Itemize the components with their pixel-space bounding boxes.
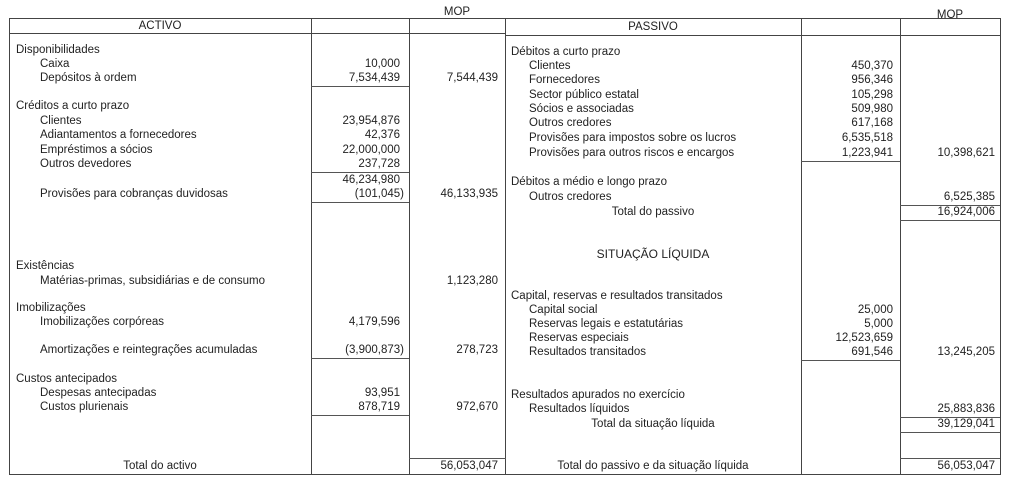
reservas-legais-label: Reservas legais e estatutárias xyxy=(529,318,684,330)
debitos-medio-label: Débitos a médio e longo prazo xyxy=(511,176,667,188)
resultados-transitados-label: Resultados transitados xyxy=(529,346,646,358)
total-situacao-label: Total da situação líquida xyxy=(591,418,715,430)
existencias-total: 1,123,280 xyxy=(446,275,498,287)
mop-right-header: MOP xyxy=(936,9,964,21)
adiantamentos-value: 42,376 xyxy=(364,129,400,141)
despesas-label: Despesas antecipadas xyxy=(40,387,157,399)
emprestimos-label: Empréstimos a sócios xyxy=(40,144,153,156)
header-underline-right xyxy=(505,35,1001,36)
situacao-header: SITUAÇÃO LÍQUIDA xyxy=(596,247,710,261)
prov-riscos-value: 1,223,941 xyxy=(841,147,893,159)
adiantamentos-label: Adiantamentos a fornecedores xyxy=(40,129,197,141)
total-passivo-value: 16,924,006 xyxy=(937,206,995,218)
plurienais-underline xyxy=(311,415,409,416)
clientes-value: 23,954,876 xyxy=(342,115,400,127)
outros-devedores-label: Outros devedores xyxy=(40,158,132,170)
capital-label: Capital, reservas e resultados transitados xyxy=(511,290,723,302)
materias-label: Matérias-primas, subsidiárias e de consumo xyxy=(40,275,265,287)
total-activo-label: Total do activo xyxy=(123,460,197,472)
existencias-label: Existências xyxy=(16,260,75,272)
outros-credores-mlp-label: Outros credores xyxy=(529,191,612,203)
plurienais-label: Custos plurienais xyxy=(40,401,129,413)
resultados-apurados-label: Resultados apurados no exercício xyxy=(511,389,685,401)
reservas-especiais-value: 12,523,659 xyxy=(835,332,893,344)
debitos-curto-total: 10,398,621 xyxy=(937,147,995,159)
disponibilidades-label: Disponibilidades xyxy=(16,44,100,56)
creditos-subtotal-value: 46,234,980 xyxy=(342,174,400,186)
left-border xyxy=(9,18,10,475)
total-situacao-value: 39,129,041 xyxy=(937,418,995,430)
grand-total-value: 56,053,047 xyxy=(937,460,995,472)
depositos-value: 7,534,439 xyxy=(348,72,400,84)
amortizacoes-underline xyxy=(311,358,409,359)
resultados-liquidos-label: Resultados líquidos xyxy=(529,403,630,415)
plurienais-value: 878,719 xyxy=(358,401,400,413)
custos-antecipados-label: Custos antecipados xyxy=(16,373,118,385)
mop-left-header: MOP xyxy=(443,6,471,18)
prov-riscos-label: Provisões para outros riscos e encargos xyxy=(529,147,735,159)
total-situacao-underline xyxy=(900,432,1000,433)
fornecedores-value: 956,346 xyxy=(851,74,893,86)
prov-riscos-underline xyxy=(801,161,900,162)
transitados-underline xyxy=(801,360,900,361)
imobilizacoes-total: 278,723 xyxy=(456,344,498,356)
resultados-total: 25,883,836 xyxy=(937,403,995,415)
imob-corporeas-label: Imobilizações corpóreas xyxy=(40,316,165,328)
sector-label: Sector público estatal xyxy=(529,89,639,101)
activo-header: ACTIVO xyxy=(138,20,182,32)
header-underline-left xyxy=(9,33,506,34)
outros-credores-value: 617,168 xyxy=(851,117,893,129)
p-clientes-label: Clientes xyxy=(529,60,571,72)
fornecedores-label: Fornecedores xyxy=(529,74,600,86)
socios-value: 509,980 xyxy=(851,103,893,115)
depositos-underline xyxy=(311,86,409,87)
despesas-value: 93,951 xyxy=(364,387,400,399)
disponibilidades-total: 7,544,439 xyxy=(446,72,498,84)
imobilizacoes-label: Imobilizações xyxy=(16,302,86,314)
prov-impostos-label: Provisões para impostos sobre os lucros xyxy=(529,132,737,144)
reservas-especiais-label: Reservas especiais xyxy=(529,332,629,344)
caixa-label: Caixa xyxy=(40,58,70,70)
resultados-transitados-value: 691,546 xyxy=(851,346,893,358)
provisoes-cobrancas-value: (101,045) xyxy=(354,188,404,200)
creditos-label: Créditos a curto prazo xyxy=(16,100,130,112)
debitos-medio-total: 6,525,385 xyxy=(943,191,995,203)
clientes-label: Clientes xyxy=(40,115,82,127)
outros-credores-label: Outros credores xyxy=(529,117,612,129)
imob-corporeas-value: 4,179,596 xyxy=(348,316,400,328)
total-activo-value: 56,053,047 xyxy=(440,460,498,472)
creditos-total: 46,133,935 xyxy=(440,188,498,200)
grand-total-label: Total do passivo e da situação líquida xyxy=(557,460,749,472)
amortizacoes-value: (3,900,873) xyxy=(345,344,404,356)
prov-impostos-value: 6,535,518 xyxy=(841,132,893,144)
debitos-curto-label: Débitos a curto prazo xyxy=(511,46,621,58)
reservas-legais-value: 5,000 xyxy=(864,318,893,330)
right-border xyxy=(1000,18,1001,475)
capital-social-label: Capital social xyxy=(529,304,598,316)
emprestimos-value: 22,000,000 xyxy=(342,144,400,156)
socios-label: Sócios e associadas xyxy=(529,103,634,115)
sector-value: 105,298 xyxy=(851,89,893,101)
amortizacoes-label: Amortizações e reintegrações acumuladas xyxy=(40,344,258,356)
capital-total: 13,245,205 xyxy=(937,346,995,358)
outros-devedores-value: 237,728 xyxy=(358,158,400,170)
depositos-label: Depósitos à ordem xyxy=(40,72,137,84)
total-passivo-underline xyxy=(900,220,1000,221)
provisoes-cobrancas-label: Provisões para cobranças duvidosas xyxy=(40,188,228,200)
custos-total: 972,670 xyxy=(456,401,498,413)
passivo-header: PASSIVO xyxy=(628,21,678,33)
caixa-value: 10,000 xyxy=(364,58,400,70)
total-passivo-label: Total do passivo xyxy=(611,206,695,218)
p-clientes-value: 450,370 xyxy=(851,60,893,72)
capital-social-value: 25,000 xyxy=(857,304,893,316)
provisoes-underline xyxy=(311,202,409,203)
